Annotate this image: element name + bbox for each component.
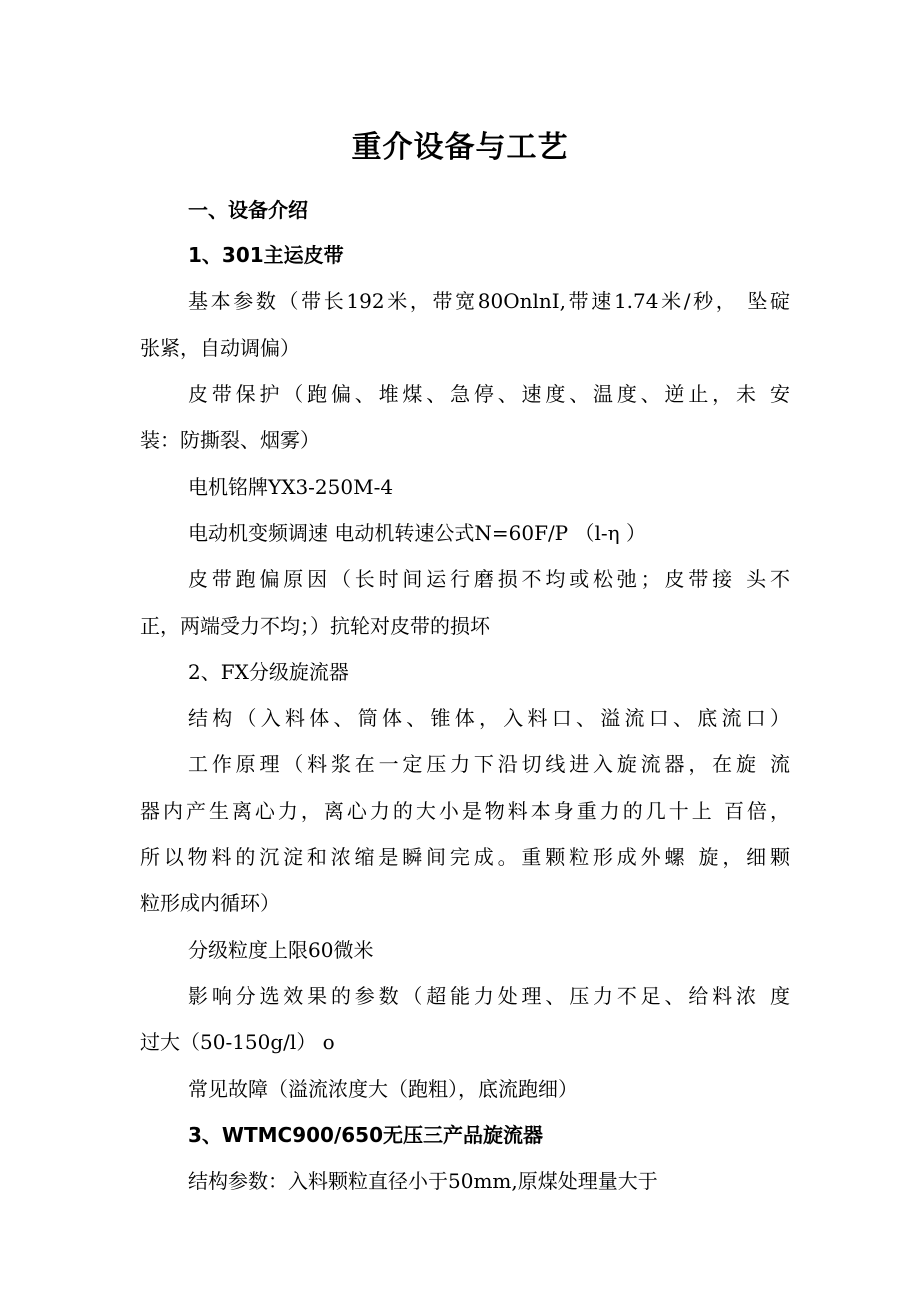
page-title: 重介设备与工艺 <box>351 130 569 165</box>
paragraph-line: 过大（50-150g/l） o <box>140 1030 335 1054</box>
paragraph-line: 装：防撕裂、烟雾） <box>140 428 320 452</box>
paragraph-line: 常见故障（溢流浓度大（跑粗），底流跑细） <box>188 1077 578 1101</box>
paragraph-line: 粒形成内循环） <box>140 891 280 915</box>
subsection-heading-three-product-cyclone: 3、WTMC900/650无压三产品旋流器 <box>188 1123 543 1147</box>
subsection-heading-classifying-cyclone: 2、FX分级旋流器 <box>188 660 349 684</box>
paragraph-line: 影响分选效果的参数（超能力处理、压力不足、给料浓 度 <box>188 984 790 1008</box>
paragraph-line: 张紧，自动调偏） <box>140 336 300 360</box>
paragraph-line: 正，两端受力不均；）抗轮对皮带的损坏 <box>140 614 490 638</box>
paragraph-line: 结构参数：入料颗粒直径小于50mm,原煤处理量大于 <box>188 1169 658 1193</box>
paragraph-line: 所以物料的沉淀和浓缩是瞬间完成。重颗粒形成外螺 旋，细颗 <box>140 845 790 869</box>
paragraph-line: 基本参数（带长192米，带宽80OnlnI,带速1.74米/秒， 坠碇 <box>188 289 790 313</box>
subsection-heading-main-belt: 1、301主运皮带 <box>188 243 344 267</box>
paragraph-line: 分级粒度上限60微米 <box>188 938 374 962</box>
paragraph-line: 结构（入料体、筒体、锥体，入料口、溢流口、底流口） <box>188 706 790 730</box>
paragraph-line: 电动机变频调速 电动机转速公式N=60F/P （l-η ） <box>188 521 646 545</box>
paragraph-line: 皮带保护（跑偏、堆煤、急停、速度、温度、逆止，未 安 <box>188 382 790 406</box>
paragraph-line: 电机铭牌YX3-250M-4 <box>188 475 394 499</box>
paragraph-line: 工作原理（料浆在一定压力下沿切线进入旋流器，在旋 流 <box>188 752 790 776</box>
paragraph-line: 皮带跑偏原因（长时间运行磨损不均或松弛；皮带接 头不 <box>188 567 790 591</box>
section-heading-equipment-intro: 一、设备介绍 <box>188 198 308 222</box>
paragraph-line: 器内产生离心力，离心力的大小是物料本身重力的几十上 百倍， <box>140 799 790 823</box>
